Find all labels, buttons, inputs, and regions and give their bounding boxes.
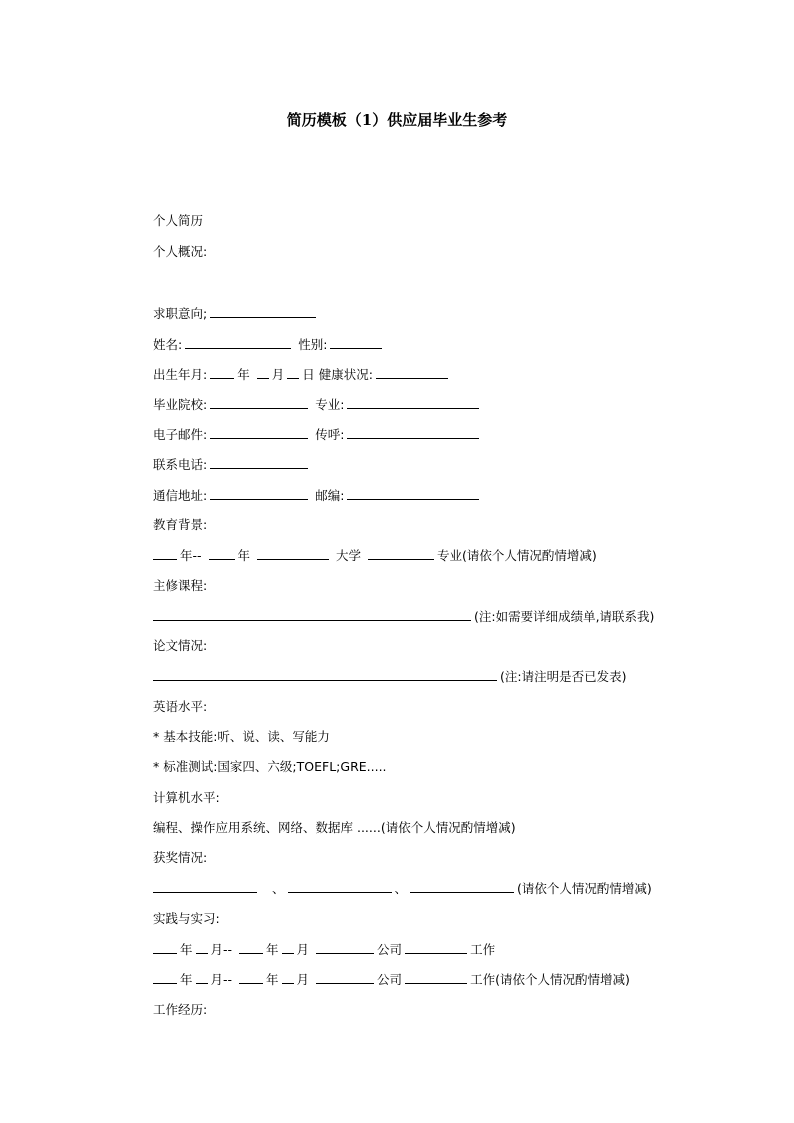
university-text: 大学	[336, 548, 362, 563]
p2-month-dash-text: 月--	[210, 972, 233, 987]
edu-end-blank[interactable]	[209, 547, 235, 560]
edu-year1-text: 年--	[180, 548, 202, 563]
p2-company-blank[interactable]	[316, 971, 374, 984]
major-label: 专业:	[315, 397, 345, 412]
email-blank[interactable]	[210, 426, 308, 439]
email-pager-row	[153, 426, 482, 443]
p1-month-text: 月	[296, 942, 310, 957]
document-title: 简历模板（1）供应届毕业生参考	[286, 111, 508, 129]
p2-year-text: 年	[180, 972, 193, 987]
health-blank[interactable]	[376, 366, 448, 379]
address-blank[interactable]	[210, 487, 308, 500]
pager-label: 传呼:	[315, 427, 345, 442]
phone-row	[153, 456, 311, 473]
edu-year2-text: 年	[237, 548, 251, 563]
birth-month-blank[interactable]	[257, 366, 269, 379]
p2-end-year-blank[interactable]	[239, 971, 263, 984]
health-label: 健康状况:	[318, 367, 373, 382]
p1-work-text: 工作	[470, 942, 496, 957]
practice-row-2	[153, 971, 630, 988]
university-blank[interactable]	[257, 547, 329, 560]
thesis-label: 论文情况:	[153, 638, 208, 653]
postcode-blank[interactable]	[347, 487, 479, 500]
experience-label: 工作经历:	[153, 1002, 208, 1017]
p1-month-dash-text: 月--	[210, 942, 233, 957]
awards-note: (请依个人情况酌情增减)	[517, 881, 652, 896]
pager-blank[interactable]	[347, 426, 479, 439]
day-text: 日	[302, 367, 315, 382]
job-intent-blank[interactable]	[210, 305, 316, 318]
postcode-label: 邮编:	[315, 488, 345, 503]
job-intent-label: 求职意向;	[153, 306, 208, 321]
practice-label: 实践与实习:	[153, 911, 220, 926]
p1-end-month-blank[interactable]	[282, 941, 294, 954]
courses-note: (注:如需要详细成绩单,请联系我)	[474, 609, 655, 624]
thesis-blank[interactable]	[153, 668, 497, 681]
education-label: 教育背景:	[153, 517, 208, 532]
p1-start-month-blank[interactable]	[196, 941, 208, 954]
p2-work-blank[interactable]	[405, 971, 467, 984]
p2-month-text: 月	[296, 972, 310, 987]
computer-label: 计算机水平:	[153, 790, 220, 805]
edu-major-note: 专业(请依个人情况酌情增减)	[437, 548, 597, 563]
courses-row	[153, 608, 654, 625]
p1-company-text: 公司	[377, 942, 403, 957]
award-sep-1: 、	[271, 881, 285, 896]
birth-health-row	[153, 366, 451, 383]
job-intent-row	[153, 305, 319, 322]
p1-company-blank[interactable]	[316, 941, 374, 954]
phone-label: 联系电话:	[153, 457, 208, 472]
english-label: 英语水平:	[153, 699, 208, 714]
p2-year2-text: 年	[266, 972, 279, 987]
birth-year-blank[interactable]	[210, 366, 234, 379]
gender-blank[interactable]	[330, 336, 382, 349]
edu-start-blank[interactable]	[153, 547, 177, 560]
standard-test: * 标准测试:国家四、六级;TOEFL;GRE.....	[153, 759, 387, 774]
overview-label: 个人概况:	[153, 244, 208, 259]
school-blank[interactable]	[210, 396, 308, 409]
p2-work-note: 工作(请依个人情况酌情增减)	[470, 972, 630, 987]
name-gender-row	[153, 336, 385, 353]
courses-label: 主修课程:	[153, 578, 208, 593]
resume-heading: 个人简历	[153, 213, 204, 228]
courses-blank[interactable]	[153, 608, 471, 621]
phone-blank[interactable]	[210, 456, 308, 469]
award-blank-2[interactable]	[288, 880, 392, 893]
major-blank[interactable]	[347, 396, 479, 409]
thesis-row	[153, 668, 626, 685]
address-label: 通信地址:	[153, 488, 208, 503]
p1-work-blank[interactable]	[405, 941, 467, 954]
school-label: 毕业院校:	[153, 397, 208, 412]
edu-major-blank[interactable]	[368, 547, 434, 560]
award-blank-1[interactable]	[153, 880, 257, 893]
award-sep-2: 、	[394, 881, 408, 896]
p1-start-year-blank[interactable]	[153, 941, 177, 954]
name-label: 姓名:	[153, 337, 183, 352]
awards-label: 获奖情况:	[153, 850, 208, 865]
p2-start-month-blank[interactable]	[196, 971, 208, 984]
computer-detail: 编程、操作应用系统、网络、数据库 ......(请依个人情况酌情增减)	[153, 820, 516, 835]
p2-end-month-blank[interactable]	[282, 971, 294, 984]
p1-year-text: 年	[180, 942, 193, 957]
award-blank-3[interactable]	[410, 880, 514, 893]
birth-label: 出生年月:	[153, 367, 208, 382]
practice-row-1	[153, 941, 495, 958]
gender-label: 性别:	[298, 337, 328, 352]
month-text: 月	[271, 367, 285, 382]
birth-day-blank[interactable]	[287, 366, 299, 379]
school-major-row	[153, 396, 482, 413]
education-row	[153, 547, 597, 564]
p2-company-text: 公司	[377, 972, 403, 987]
year-text: 年	[237, 367, 250, 382]
p1-end-year-blank[interactable]	[239, 941, 263, 954]
name-blank[interactable]	[185, 336, 291, 349]
basic-skills: * 基本技能:听、说、读、写能力	[153, 729, 330, 744]
awards-row	[153, 880, 652, 897]
email-label: 电子邮件:	[153, 427, 208, 442]
thesis-note: (注:请注明是否已发表)	[500, 669, 627, 684]
p1-year2-text: 年	[266, 942, 279, 957]
p2-start-year-blank[interactable]	[153, 971, 177, 984]
address-postcode-row	[153, 487, 482, 504]
